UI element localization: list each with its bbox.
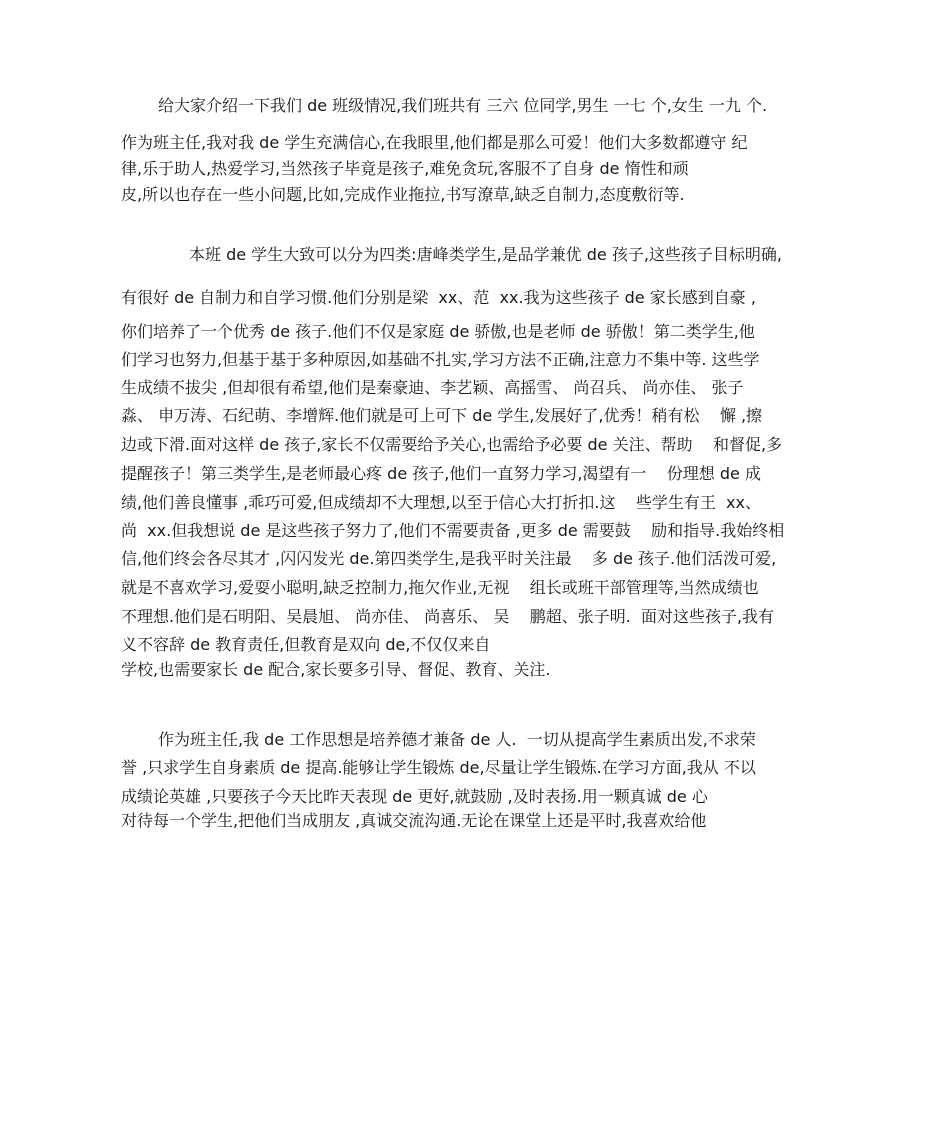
paragraph-3-line-2: 誉 ,只求学生自身素质 de 提高.能够让学生锻炼 de,尽量让学生锻炼.在学习方面,我从 不以 [121,758,756,777]
paragraph-2-line-2: 有很好 de 自制力和自学习惯.他们分别是梁 xx、范 xx.我为这些孩子 de 家长感到自豪 , [121,288,756,307]
paragraph-3-line-4: 对待每一个学生,把他们当成朋友 ,真诚交流沟通.无论在课堂上还是平时,我喜欢给他 [121,811,707,830]
paragraph-2-line-12: 就是不喜欢学习,爱耍小聪明,缺乏控制力,拖欠作业,无视 组长或班干部管理等,当然成绩也 [121,578,759,597]
paragraph-1-line-4: 皮,所以也存在一些小问题,比如,完成作业拖拉,书写潦草,缺乏自制力,态度敷衍等. [121,185,685,204]
paragraph-2-line-9: 绩,他们善良懂事 ,乖巧可爱,但成绩却不大理想,以至于信心大打折扣.这 些学生有王 xx、 [121,493,761,512]
paragraph-2-line-10: 尚 xx.但我想说 de 是这些孩子努力了,他们不需要责备 ,更多 de 需要鼓 励和指导.我始终相 [121,521,785,540]
paragraph-2-line-13: 不理想.他们是石明阳、吴晨旭、 尚亦佳、 尚喜乐、 吴 鹏超、张子明. 面对这些孩子,我有 [121,607,775,626]
paragraph-2-line-1: 本班 de 学生大致可以分为四类:唐峰类学生,是品学兼优 de 孩子,这些孩子目标明确, [189,245,782,264]
paragraph-2-line-4: 们学习也努力,但基于基于多种原因,如基础不扎实,学习方法不正确,注意力不集中等. 这些学 [121,350,760,369]
paragraph-1-line-2: 作为班主任,我对我 de 学生充满信心,在我眼里,他们都是那么可爱！他们大多数都遵守 纪 [121,133,748,152]
paragraph-1-line-3: 律,乐于助人,热爱学习,当然孩子毕竟是孩子,难免贪玩,客服不了自身 de 惰性和顽 [121,159,689,178]
paragraph-3-line-3: 成绩论英雄 ,只要孩子今天比昨天表现 de 更好,就鼓励 ,及时表扬.用一颗真诚 de 心 [121,787,708,806]
paragraph-2-line-11: 信,他们终会各尽其才 ,闪闪发光 de.第四类学生,是我平时关注最 多 de 孩子.他们活泼可爱, [121,549,777,568]
paragraph-2-line-5: 生成绩不拔尖 ,但却很有希望,他们是秦豪迪、李艺颖、高摇雪、 尚召兵、 尚亦佳、 张子 [121,378,744,397]
paragraph-2-line-6: 淼、 申万涛、石纪萌、李增辉.他们就是可上可下 de 学生,发展好了,优秀！稍有松 懈 ,擦 [121,406,763,425]
paragraph-2-line-8: 提醒孩子！第三类学生,是老师最心疼 de 孩子,他们一直努力学习,渴望有一 份理想 de 成 [121,464,761,483]
paragraph-2-line-7: 边或下滑.面对这样 de 孩子,家长不仅需要给予关心,也需给予必要 de 关注、帮助 和督促,多 [121,435,783,454]
paragraph-1-line-1: 给大家介绍一下我们 de 班级情况,我们班共有 三六 位同学,男生 一七 个,女生 一九 个. [158,96,768,115]
paragraph-2-line-14: 义不容辞 de 教育责任,但教育是双向 de,不仅仅来自 [121,635,491,654]
paragraph-3-line-1: 作为班主任,我 de 工作思想是培养德才兼备 de 人. 一切从提高学生素质出发,不求荣 [158,730,756,749]
paragraph-2-line-3: 你们培养了一个优秀 de 孩子.他们不仅是家庭 de 骄傲,也是老师 de 骄傲！第二类学生,他 [121,322,755,341]
paragraph-2-line-15: 学校,也需要家长 de 配合,家长要多引导、督促、教育、关注. [121,660,551,679]
